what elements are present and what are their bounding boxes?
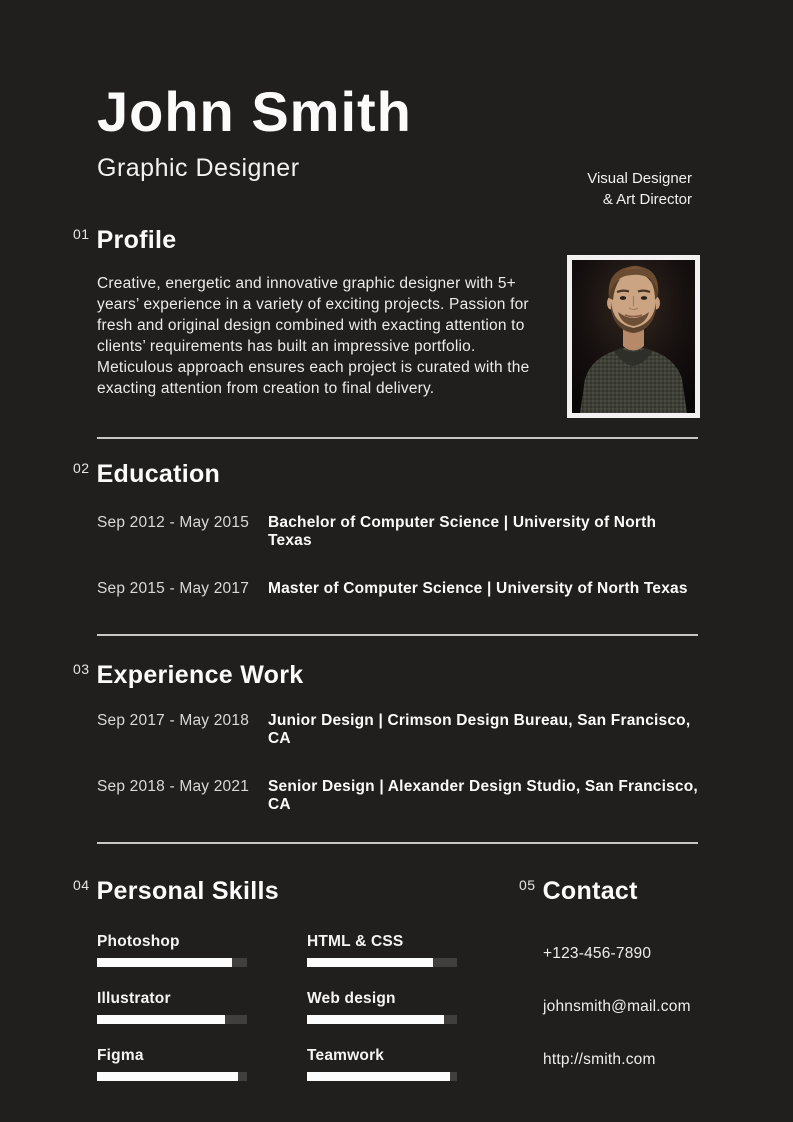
- skill-label: HTML & CSS: [307, 933, 404, 950]
- section-heading-profile: [73, 226, 698, 255]
- skill-item: [97, 933, 247, 967]
- skill-progress-fill: [307, 1072, 450, 1081]
- section-number: 03: [73, 661, 90, 677]
- section-heading-contact: [519, 876, 691, 906]
- tagline-line-1: Visual Designer: [587, 170, 692, 187]
- section-number: 04: [73, 876, 90, 893]
- portrait-illustration: [572, 260, 695, 413]
- skill-progress-bar: [97, 958, 247, 967]
- section-number: 05: [519, 876, 536, 893]
- education-row: [97, 514, 698, 550]
- skills-column-2: [307, 933, 457, 1104]
- skill-progress-bar: [307, 958, 457, 967]
- experience-row: [97, 778, 698, 814]
- section-divider: [97, 842, 698, 844]
- skill-label: Photoshop: [97, 933, 180, 950]
- section-number: 01: [73, 226, 90, 242]
- experience-dates: Sep 2018 - May 2021: [97, 777, 250, 795]
- skill-label: Web design: [307, 990, 396, 1007]
- skill-item: [307, 1047, 457, 1081]
- skills-column-1: [97, 933, 247, 1104]
- section-number: 02: [73, 459, 90, 476]
- education-details: Bachelor of Computer Science | University of North Texas: [268, 514, 657, 549]
- experience-dates: Sep 2017 - May 2018: [97, 711, 250, 729]
- skill-progress-bar: [307, 1015, 457, 1024]
- section-heading-education: [73, 459, 698, 489]
- person-name: John Smith: [97, 80, 412, 143]
- profile-paragraph: Creative, energetic and innovative graphic designer with 5+ years’ experience in a variety of exciting projects. Passion for fresh and original design combined with exacting attention to clients’ requirements has built an impressive portfolio. Meticulous approach ensures each project is curated with the exacting attention from creation to final delivery.: [97, 274, 530, 397]
- section-title: Profile: [96, 226, 177, 254]
- skill-label: Figma: [97, 1047, 144, 1064]
- section-title: Contact: [542, 876, 638, 905]
- skill-progress-fill: [307, 1015, 444, 1024]
- skills-section: [73, 876, 543, 1105]
- skill-progress-fill: [97, 1072, 238, 1081]
- experience-row: [97, 712, 698, 748]
- skill-progress-fill: [97, 958, 232, 967]
- profile-photo: [567, 255, 700, 418]
- education-dates: Sep 2012 - May 2015: [97, 514, 250, 531]
- experience-details: Senior Design | Alexander Design Studio, San Francisco, CA: [268, 777, 698, 813]
- contact-phone: +123-456-7890: [543, 945, 652, 962]
- education-row: [97, 580, 698, 598]
- contact-section: [519, 876, 691, 1105]
- bottom-section: [73, 876, 698, 1105]
- skill-progress-fill: [307, 958, 433, 967]
- tagline: [587, 168, 692, 210]
- section-title: Personal Skills: [96, 876, 279, 905]
- skill-item: [307, 933, 457, 967]
- skill-label: Teamwork: [307, 1047, 385, 1064]
- skill-progress-bar: [307, 1072, 457, 1081]
- section-divider: [97, 437, 698, 439]
- skill-label: Illustrator: [97, 990, 171, 1007]
- section-heading-experience: [73, 661, 698, 690]
- tagline-line-2: & Art Director: [602, 191, 692, 208]
- contact-website: http://smith.com: [543, 1051, 656, 1068]
- skill-item: [97, 990, 247, 1024]
- skill-progress-fill: [97, 1015, 225, 1024]
- person-job-title: Graphic Designer: [97, 154, 300, 182]
- skill-progress-bar: [97, 1015, 247, 1024]
- skill-progress-bar: [97, 1072, 247, 1081]
- education-dates: Sep 2015 - May 2017: [97, 580, 250, 597]
- skill-item: [307, 990, 457, 1024]
- contact-email: johnsmith@mail.com: [543, 998, 691, 1015]
- section-title: Experience Work: [96, 661, 304, 689]
- skill-item: [97, 1047, 247, 1081]
- section-title: Education: [96, 459, 221, 488]
- experience-details: Junior Design | Crimson Design Bureau, San Francisco, CA: [268, 711, 691, 747]
- section-heading-skills: [73, 876, 543, 906]
- education-details: Master of Computer Science | University of North Texas: [268, 580, 688, 597]
- section-divider: [97, 634, 698, 636]
